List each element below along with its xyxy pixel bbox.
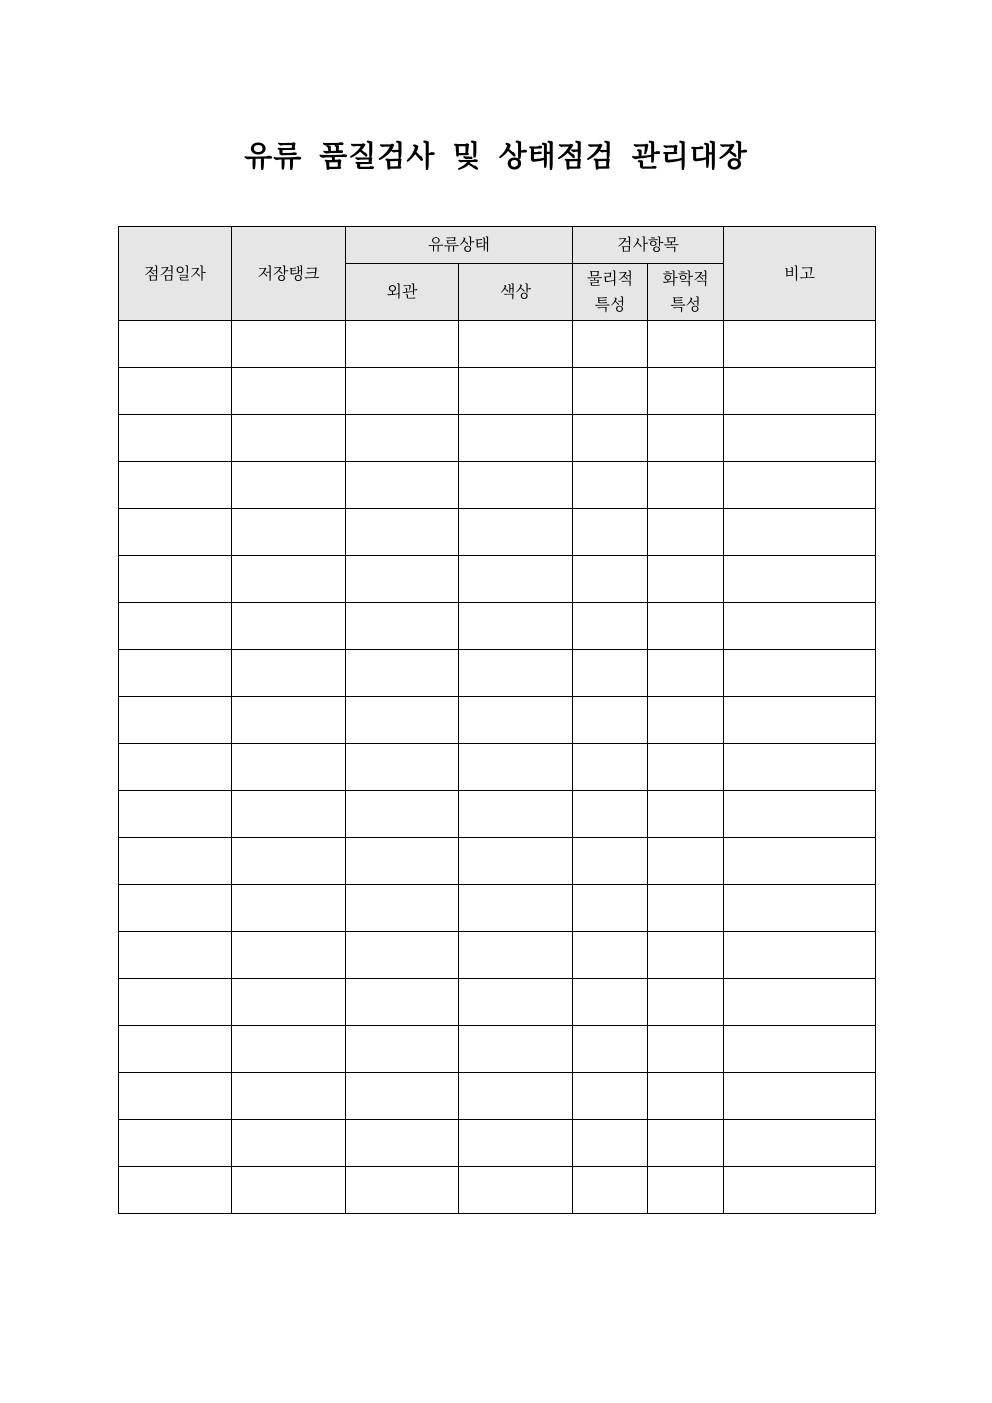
- cell-color[interactable]: [459, 932, 573, 979]
- cell-remarks[interactable]: [724, 1167, 876, 1214]
- cell-appearance[interactable]: [346, 979, 459, 1026]
- cell-color[interactable]: [459, 744, 573, 791]
- cell-physical[interactable]: [573, 1120, 648, 1167]
- cell-appearance[interactable]: [346, 556, 459, 603]
- cell-appearance[interactable]: [346, 791, 459, 838]
- cell-tank[interactable]: [232, 368, 346, 415]
- cell-appearance[interactable]: [346, 650, 459, 697]
- cell-date[interactable]: [119, 697, 232, 744]
- cell-tank[interactable]: [232, 697, 346, 744]
- cell-color[interactable]: [459, 1026, 573, 1073]
- cell-tank[interactable]: [232, 415, 346, 462]
- cell-physical[interactable]: [573, 650, 648, 697]
- table-row: [119, 462, 876, 509]
- cell-tank[interactable]: [232, 791, 346, 838]
- cell-physical[interactable]: [573, 509, 648, 556]
- cell-appearance[interactable]: [346, 744, 459, 791]
- cell-tank[interactable]: [232, 885, 346, 932]
- cell-tank[interactable]: [232, 603, 346, 650]
- cell-date[interactable]: [119, 838, 232, 885]
- header-chemical-line1: 화학적: [662, 269, 709, 288]
- cell-tank[interactable]: [232, 838, 346, 885]
- table-row: [119, 1167, 876, 1214]
- cell-date[interactable]: [119, 1167, 232, 1214]
- cell-remarks[interactable]: [724, 368, 876, 415]
- cell-tank[interactable]: [232, 979, 346, 1026]
- cell-chemical[interactable]: [648, 321, 724, 368]
- cell-physical[interactable]: [573, 697, 648, 744]
- cell-appearance[interactable]: [346, 368, 459, 415]
- cell-tank[interactable]: [232, 1026, 346, 1073]
- cell-remarks[interactable]: [724, 603, 876, 650]
- cell-physical[interactable]: [573, 321, 648, 368]
- cell-tank[interactable]: [232, 744, 346, 791]
- cell-color[interactable]: [459, 509, 573, 556]
- cell-color[interactable]: [459, 1073, 573, 1120]
- cell-color[interactable]: [459, 1167, 573, 1214]
- cell-remarks[interactable]: [724, 979, 876, 1026]
- table-row: [119, 791, 876, 838]
- header-physical-properties: [573, 264, 648, 321]
- cell-color[interactable]: [459, 697, 573, 744]
- cell-appearance[interactable]: [346, 603, 459, 650]
- table-row: [119, 556, 876, 603]
- cell-date[interactable]: [119, 979, 232, 1026]
- cell-tank[interactable]: [232, 321, 346, 368]
- cell-appearance[interactable]: [346, 415, 459, 462]
- cell-physical[interactable]: [573, 556, 648, 603]
- header-remarks: 비고: [724, 227, 876, 321]
- cell-chemical[interactable]: [648, 744, 724, 791]
- table-row: [119, 415, 876, 462]
- cell-date[interactable]: [119, 744, 232, 791]
- table-row: [119, 1073, 876, 1120]
- cell-chemical[interactable]: [648, 509, 724, 556]
- cell-date[interactable]: [119, 462, 232, 509]
- cell-chemical[interactable]: [648, 1120, 724, 1167]
- cell-tank[interactable]: [232, 932, 346, 979]
- cell-physical[interactable]: [573, 791, 648, 838]
- table-row: [119, 885, 876, 932]
- cell-remarks[interactable]: [724, 744, 876, 791]
- cell-color[interactable]: [459, 321, 573, 368]
- header-physical-line1: 물리적: [586, 269, 634, 288]
- cell-appearance[interactable]: [346, 509, 459, 556]
- header-tank: 저장탱크: [232, 227, 346, 321]
- header-row-1: [119, 227, 876, 264]
- cell-remarks[interactable]: [724, 932, 876, 979]
- cell-physical[interactable]: [573, 932, 648, 979]
- table-row: [119, 321, 876, 368]
- cell-date[interactable]: [119, 1073, 232, 1120]
- ledger-body: [119, 321, 876, 1214]
- header-chemical-properties: [648, 264, 724, 321]
- cell-chemical[interactable]: [648, 415, 724, 462]
- cell-date[interactable]: [119, 1026, 232, 1073]
- cell-appearance[interactable]: [346, 1026, 459, 1073]
- cell-remarks[interactable]: [724, 462, 876, 509]
- cell-physical[interactable]: [573, 415, 648, 462]
- table-row: [119, 979, 876, 1026]
- cell-remarks[interactable]: [724, 415, 876, 462]
- header-inspection-items: 검사항목: [573, 227, 724, 264]
- cell-chemical[interactable]: [648, 1073, 724, 1120]
- cell-color[interactable]: [459, 791, 573, 838]
- header-color: 색상: [459, 264, 573, 321]
- header-date: 점검일자: [119, 227, 232, 321]
- cell-chemical[interactable]: [648, 885, 724, 932]
- table-row: [119, 1120, 876, 1167]
- cell-date[interactable]: [119, 1120, 232, 1167]
- cell-chemical[interactable]: [648, 979, 724, 1026]
- cell-remarks[interactable]: [724, 791, 876, 838]
- cell-color[interactable]: [459, 650, 573, 697]
- cell-physical[interactable]: [573, 1167, 648, 1214]
- cell-remarks[interactable]: [724, 509, 876, 556]
- table-row: [119, 650, 876, 697]
- cell-physical[interactable]: [573, 603, 648, 650]
- header-appearance: 외관: [346, 264, 459, 321]
- cell-physical[interactable]: [573, 1073, 648, 1120]
- cell-appearance[interactable]: [346, 462, 459, 509]
- cell-color[interactable]: [459, 368, 573, 415]
- cell-chemical[interactable]: [648, 838, 724, 885]
- cell-appearance[interactable]: [346, 1073, 459, 1120]
- cell-color[interactable]: [459, 1120, 573, 1167]
- cell-appearance[interactable]: [346, 838, 459, 885]
- table-row: [119, 744, 876, 791]
- cell-date[interactable]: [119, 650, 232, 697]
- cell-appearance[interactable]: [346, 321, 459, 368]
- cell-chemical[interactable]: [648, 697, 724, 744]
- cell-chemical[interactable]: [648, 1026, 724, 1073]
- table-row: [119, 838, 876, 885]
- cell-date[interactable]: [119, 368, 232, 415]
- cell-physical[interactable]: [573, 885, 648, 932]
- cell-physical[interactable]: [573, 462, 648, 509]
- cell-date[interactable]: [119, 415, 232, 462]
- cell-chemical[interactable]: [648, 932, 724, 979]
- cell-remarks[interactable]: [724, 556, 876, 603]
- cell-physical[interactable]: [573, 838, 648, 885]
- cell-tank[interactable]: [232, 556, 346, 603]
- table-row: [119, 509, 876, 556]
- cell-remarks[interactable]: [724, 1026, 876, 1073]
- cell-appearance[interactable]: [346, 932, 459, 979]
- cell-physical[interactable]: [573, 979, 648, 1026]
- cell-remarks[interactable]: [724, 697, 876, 744]
- cell-date[interactable]: [119, 603, 232, 650]
- cell-color[interactable]: [459, 556, 573, 603]
- cell-chemical[interactable]: [648, 462, 724, 509]
- cell-tank[interactable]: [232, 1120, 346, 1167]
- table-row: [119, 932, 876, 979]
- cell-date[interactable]: [119, 556, 232, 603]
- cell-chemical[interactable]: [648, 650, 724, 697]
- cell-date[interactable]: [119, 321, 232, 368]
- cell-tank[interactable]: [232, 1167, 346, 1214]
- cell-appearance[interactable]: [346, 697, 459, 744]
- cell-date[interactable]: [119, 509, 232, 556]
- cell-remarks[interactable]: [724, 321, 876, 368]
- cell-color[interactable]: [459, 979, 573, 1026]
- table-row: [119, 368, 876, 415]
- cell-remarks[interactable]: [724, 885, 876, 932]
- cell-remarks[interactable]: [724, 838, 876, 885]
- cell-tank[interactable]: [232, 1073, 346, 1120]
- cell-color[interactable]: [459, 838, 573, 885]
- cell-physical[interactable]: [573, 368, 648, 415]
- cell-chemical[interactable]: [648, 368, 724, 415]
- cell-tank[interactable]: [232, 650, 346, 697]
- document-title: 유류 품질검사 및 상태점검 관리대장: [244, 139, 748, 173]
- cell-chemical[interactable]: [648, 1167, 724, 1214]
- cell-tank[interactable]: [232, 509, 346, 556]
- cell-physical[interactable]: [573, 1026, 648, 1073]
- cell-color[interactable]: [459, 415, 573, 462]
- table-row: [119, 697, 876, 744]
- table-row: [119, 603, 876, 650]
- table-row: [119, 1026, 876, 1073]
- cell-date[interactable]: [119, 932, 232, 979]
- header-oil-status: 유류상태: [346, 227, 573, 264]
- cell-chemical[interactable]: [648, 603, 724, 650]
- header-chemical-line2: 특성: [670, 295, 701, 314]
- cell-physical[interactable]: [573, 744, 648, 791]
- cell-tank[interactable]: [232, 462, 346, 509]
- cell-remarks[interactable]: [724, 1073, 876, 1120]
- cell-chemical[interactable]: [648, 791, 724, 838]
- cell-color[interactable]: [459, 603, 573, 650]
- cell-remarks[interactable]: [724, 1120, 876, 1167]
- cell-chemical[interactable]: [648, 556, 724, 603]
- cell-date[interactable]: [119, 885, 232, 932]
- cell-color[interactable]: [459, 462, 573, 509]
- cell-color[interactable]: [459, 885, 573, 932]
- cell-appearance[interactable]: [346, 1167, 459, 1214]
- cell-date[interactable]: [119, 791, 232, 838]
- cell-remarks[interactable]: [724, 650, 876, 697]
- header-physical-line2: 특성: [594, 295, 626, 314]
- cell-appearance[interactable]: [346, 1120, 459, 1167]
- inspection-ledger-table: [118, 226, 876, 1214]
- cell-appearance[interactable]: [346, 885, 459, 932]
